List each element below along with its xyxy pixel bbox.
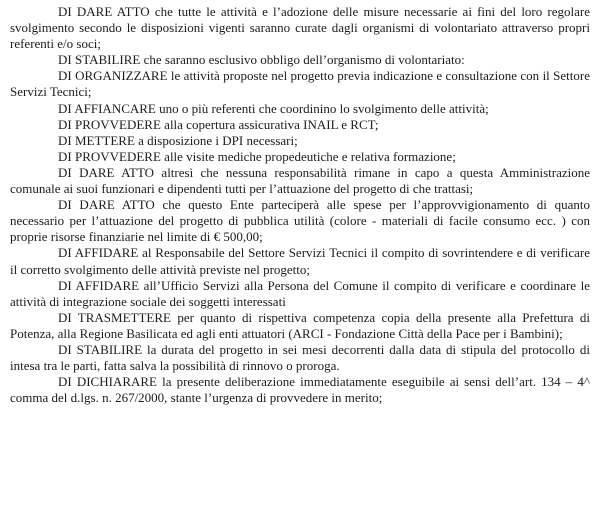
paragraph-keyword: DI STABILIRE	[58, 52, 141, 68]
paragraph	[10, 165, 590, 197]
paragraph	[10, 278, 590, 310]
paragraph-text: altresì che nessuna responsabilità rimane in capo a questa Amministrazione comunale ai suoi funzionari e dipendenti tutti per l’attuazione del progetto di che trattasi;	[10, 164, 590, 197]
paragraph-keyword: DI DARE ATTO	[58, 197, 155, 213]
paragraph-text: che saranno esclusivo obbligo dell’organismo di volontariato:	[140, 52, 465, 68]
paragraph-text: uno o più referenti che coordinino lo svolgimento delle attività;	[155, 100, 489, 116]
paragraph-text: al Responsabile del Settore Servizi Tecnici il compito di sovrintendere e di verificare il corretto svolgimento delle attività previste nel progetto;	[10, 245, 590, 277]
paragraph-keyword: DI METTERE	[58, 132, 135, 148]
paragraph-text: all’Ufficio Servizi alla Persona del Comune il compito di verificare e coordinare le attività di integrazione sociale dei soggetti interessati	[10, 277, 590, 309]
paragraph-keyword: DI DARE ATTO	[58, 164, 155, 180]
paragraph	[10, 149, 590, 165]
paragraph-keyword: DI DARE ATTO	[58, 4, 150, 19]
paragraph-keyword: DI PROVVEDERE	[58, 148, 161, 164]
paragraph-text: per quanto di rispettiva competenza copia della presente alla Prefettura di Potenza, alla Regione Basilicata ed agli enti attuatori (ARCI - Fondazione Città della Pace per i Bambini);	[10, 309, 590, 341]
paragraph	[10, 310, 590, 342]
paragraph	[10, 197, 590, 245]
paragraph-text: la presente deliberazione immediatamente eseguibile ai sensi dell’art. 134 – 4^ comma del d.lgs. n. 267/2000, stante l’urgenza di provvedere in merito;	[10, 374, 590, 406]
paragraph-keyword: DI AFFIANCARE	[58, 100, 156, 116]
paragraph-keyword: DI STABILIRE	[58, 341, 143, 357]
paragraph-text: che tutte le attività e l’adozione delle misure necessarie ai fini del loro regolare svolgimento secondo le disposizioni vigenti saranno curate dagli organismi di volontariato attraverso propri referenti e/o soci;	[10, 4, 590, 52]
paragraph-keyword: DI AFFIDARE	[58, 277, 140, 293]
paragraph-text: che questo Ente parteciperà alle spese per l’approvvigionamento di quanto necessario per l’attuazione del progetto di pubblica utilità (colore - materiali di facile consumo ecc. ) con proprie risorse finanziarie nel limite di € 500,00;	[10, 197, 590, 245]
paragraph	[10, 374, 590, 406]
paragraph-text: le attività proposte nel progetto previa indicazione e consultazione con il Settore Servizi Tecnici;	[10, 68, 590, 100]
paragraph	[10, 133, 590, 149]
paragraph-keyword: DI AFFIDARE	[58, 245, 139, 261]
paragraph	[10, 68, 590, 100]
paragraph-keyword: DI ORGANIZZARE	[58, 68, 168, 84]
paragraph	[10, 52, 590, 68]
paragraph-text: a disposizione i DPI necessari;	[134, 132, 298, 148]
paragraph-text: la durata del progetto in sei mesi decorrenti dalla data di stipula del protocollo di intesa tra le parti, fatta salva la possibilità di rinnovo o proroga.	[10, 341, 590, 374]
paragraph-text: alle visite mediche propedeutiche e relativa formazione;	[160, 148, 456, 164]
paragraph	[10, 4, 590, 52]
paragraph	[10, 342, 590, 374]
paragraph-keyword: DI DICHIARARE	[58, 374, 157, 390]
paragraph-text: alla copertura assicurativa INAIL e RCT;	[160, 116, 379, 132]
paragraph	[10, 117, 590, 133]
paragraph-keyword: DI TRASMETTERE	[58, 309, 171, 325]
paragraph	[10, 101, 590, 117]
paragraph	[10, 245, 590, 277]
paragraph-keyword: DI PROVVEDERE	[58, 116, 161, 132]
